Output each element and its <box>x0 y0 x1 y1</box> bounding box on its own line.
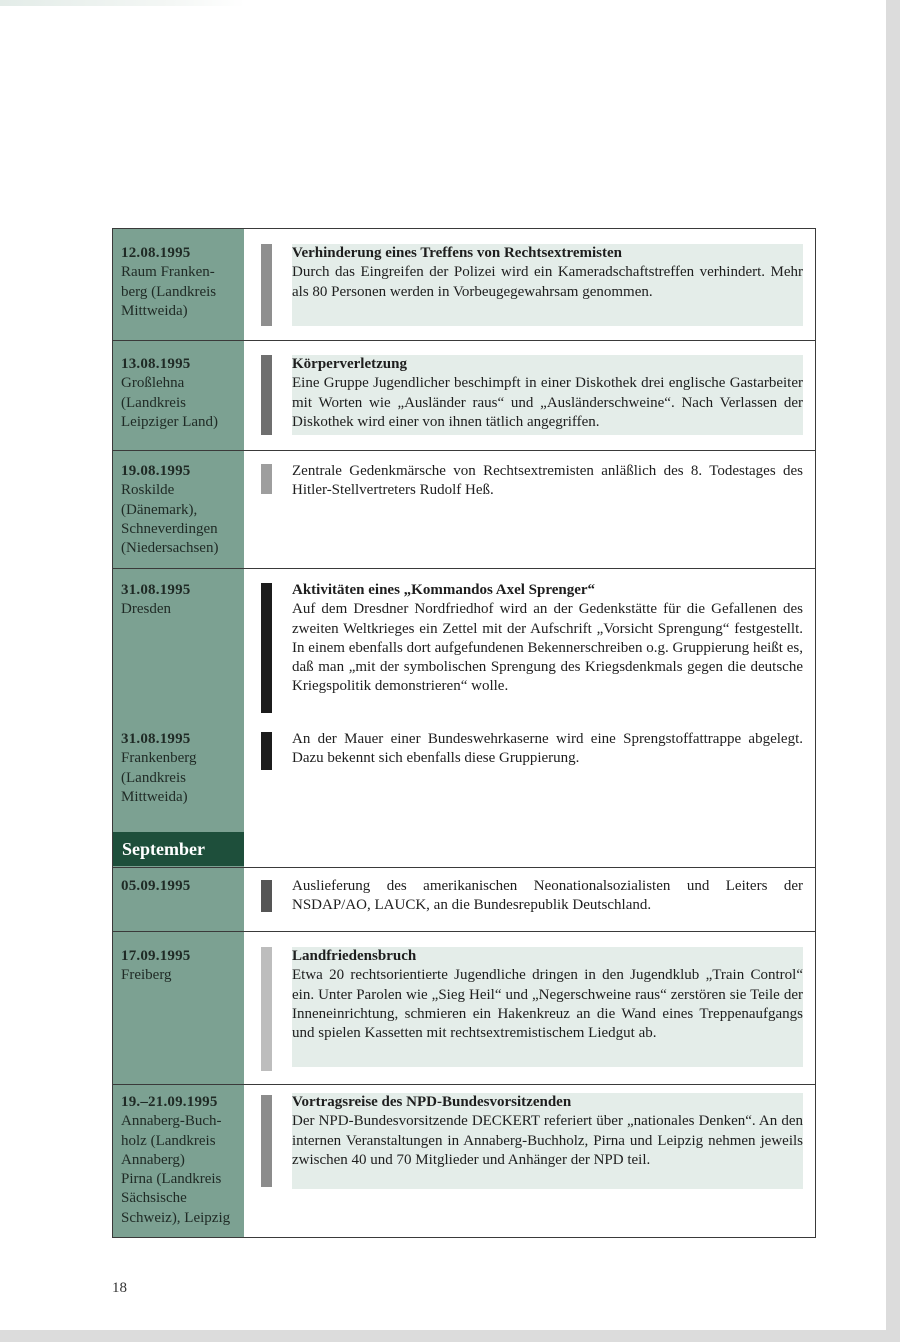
entry-content <box>292 1093 803 1189</box>
entry-text: Eine Gruppe Jugendlicher beschimpft in einer Diskothek drei englische Gastarbeiter mit Worten wie „Ausländer raus“ und „Ausländerschweine“. Nach Verlassen der Diskothek wird einer von ihnen tätlich angegriffen. <box>292 375 803 430</box>
entry-place: Raum Franken- berg (Landkreis Mittweida) <box>121 264 217 319</box>
chronology-table <box>112 228 816 1238</box>
entry-place: Frankenberg (Landkreis Mittweida) <box>121 750 197 805</box>
entry-heading: Verhinderung eines Treffens von Rechtsextremisten <box>292 245 622 261</box>
row-divider <box>113 1084 815 1085</box>
entry-text: Etwa 20 rechtsorientierte Jugendliche dringen in den Jugendklub „Train Control“ ein. Unter Parolen wie „Sieg Heil“ und „Negerschweine raus“ zerstören sie Teile der Inneneinrichtung, schmieren ein Hakenkreuz an die Wand eines Treppenaufgangs und spielen Kassetten mit rechtsextremistischem Liedgut ab. <box>292 967 803 1042</box>
entry-marker-bar <box>261 244 272 326</box>
page-number: 18 <box>112 1280 127 1296</box>
entry-content <box>292 581 803 697</box>
entry-date-place <box>121 462 245 558</box>
entry-date: 19.08.1995 <box>121 463 191 479</box>
entry-heading: Landfriedensbruch <box>292 948 417 964</box>
entry-date-place <box>121 244 245 321</box>
entry-marker-bar <box>261 947 272 1071</box>
entry-date-place <box>121 877 245 896</box>
entry-text: Durch das Eingreifen der Polizei wird ein Kameradschaftstreffen verhindert. Mehr als 80 Personen werden in Vorbeugegewahrsam genommen. <box>292 264 803 300</box>
row-divider <box>113 340 815 341</box>
row-divider <box>113 931 815 932</box>
entry-date-place <box>121 947 245 986</box>
entry-heading: Aktivitäten eines „Kommandos Axel Sprenger“ <box>292 582 596 598</box>
entry-date: 12.08.1995 <box>121 245 191 261</box>
entry-place: Freiberg <box>121 967 172 984</box>
month-heading: September <box>113 832 244 866</box>
entry-date-place <box>121 581 245 620</box>
entry-marker-bar <box>261 355 272 435</box>
entry-date: 13.08.1995 <box>121 356 191 372</box>
entry-heading: Vortragsreise des NPD-Bundesvorsitzenden <box>292 1094 572 1110</box>
entry-date: 05.09.1995 <box>121 878 191 894</box>
entry-date-place <box>121 730 245 807</box>
entry-date: 31.08.1995 <box>121 582 191 598</box>
page-edge-shadow-bottom <box>0 1330 900 1342</box>
entry-marker-bar <box>261 1095 272 1187</box>
entry-heading: Körperverletzung <box>292 356 407 372</box>
entry-date: 31.08.1995 <box>121 731 191 747</box>
entry-place: Dresden <box>121 601 171 618</box>
entry-marker-bar <box>261 464 272 494</box>
entry-content <box>292 730 803 769</box>
entry-content <box>292 877 803 916</box>
entry-content <box>292 462 803 501</box>
entry-place: Roskilde (Dänemark), Schneverdingen (Niedersachsen) <box>121 482 219 557</box>
row-divider <box>113 450 815 451</box>
entry-date: 17.09.1995 <box>121 948 191 964</box>
entry-text: Auf dem Dresdner Nordfriedhof wird an der Gedenkstätte für die Gefallenen des zweiten Weltkrieges ein Zettel mit der Aufschrift „Vorsicht Sprengung“ festgestellt. In einem ebenfalls dort aufgefundenen Bekennerschreiben o.g. Gruppierung heißt es, daß man „mit der symbolischen Sprengung des Kriegsdenkmals gegen die deutsche Kriegspolitik demonstrieren“ wolle. <box>292 601 803 695</box>
row-divider <box>113 867 815 868</box>
entry-date-place <box>121 1093 245 1228</box>
entry-place: Annaberg-Buch- holz (Landkreis Annaberg) Pirna (Landkreis Sächsische Schweiz), Leipzig <box>121 1113 231 1226</box>
page-edge-shadow-right <box>886 0 900 1342</box>
entry-date-place <box>121 355 245 432</box>
entry-text: An der Mauer einer Bundeswehrkaserne wird eine Sprengstoffattrappe abgelegt. Dazu bekennt sich ebenfalls diese Gruppierung. <box>292 731 803 767</box>
entry-marker-bar <box>261 583 272 713</box>
entry-content <box>292 244 803 326</box>
entry-date: 19.–21.09.1995 <box>121 1094 218 1110</box>
entry-place: Großlehna (Landkreis Leipziger Land) <box>121 375 219 430</box>
entry-text: Auslieferung des amerikanischen Neonationalsozialisten und Leiters der NSDAP/AO, LAUCK, an die Bundesrepublik Deutschland. <box>292 878 803 914</box>
entry-text: Zentrale Gedenkmärsche von Rechtsextremisten anläßlich des 8. Todestages des Hitler-Stellvertreters Rudolf Heß. <box>292 463 803 499</box>
entry-marker-bar <box>261 880 272 912</box>
row-divider <box>113 568 815 569</box>
entry-content <box>292 947 803 1067</box>
page-scan-smudge <box>0 0 245 6</box>
entry-text: Der NPD-Bundesvorsitzende DECKERT referiert über „nationales Denken“. An den internen Veranstaltungen in Annaberg-Buchholz, Pirna und Leipzig nehmen jeweils zwischen 40 und 70 Mitglieder und Anhänger der NPD teil. <box>292 1113 803 1168</box>
entry-marker-bar <box>261 732 272 770</box>
entry-content <box>292 355 803 435</box>
